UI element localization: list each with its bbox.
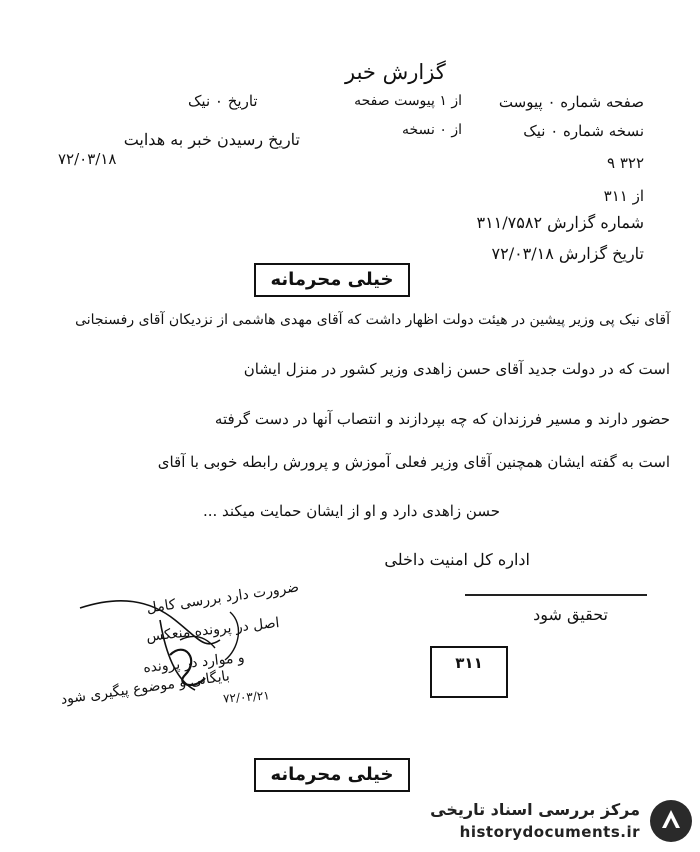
body-line-4: است به گفته ایشان همچنین آقای وزیر فعلی آموزش و پرورش رابطه خوبی با آقای (157, 453, 670, 471)
margin-note-date: ۷۲/۰۳/۲۱ (222, 688, 271, 706)
report-title: گزارش خبر (345, 60, 446, 84)
archive-org-name: مرکز بررسی اسناد تاریخی (430, 800, 640, 819)
margin-note-1: ضرورت دارد بررسی کامل (146, 579, 301, 617)
copies-count: از ۰ نسخه (401, 122, 462, 138)
received-date-label: تاریخ رسیدن خبر به هدایت (123, 130, 300, 149)
received-date-value: ۷۲/۰۳/۱۸ (58, 150, 117, 168)
margin-note-2: اصل در پرونده منعکس (145, 615, 281, 645)
classification-stamp-bottom: خیلی محرمانه (254, 758, 410, 792)
action-note: تحقیق شود (533, 605, 608, 624)
pages-count: از ۱ پیوست صفحه (354, 93, 462, 109)
reference-number-1: ۳۲۲ ۹ (606, 154, 644, 172)
body-line-1: آقای نیک پی وزیر پیشین در هیئت دولت اظهار داشت که آقای مهدی هاشمی از نزدیکان آقای رفسنجانی (75, 312, 670, 328)
copy-number: نسخه شماره ۰ نیک (523, 122, 644, 140)
number-box-value: ۳۱۱ (455, 654, 483, 672)
margin-note-3: و موارد در پرونده (142, 649, 246, 677)
margin-note-4: بایگانی و موضوع پیگیری شود (59, 668, 231, 708)
report-number: شماره گزارش ۳۱۱/۷۵۸۲ (476, 213, 644, 232)
signature-line: اداره کل امنیت داخلی (384, 550, 530, 569)
page-number: صفحه شماره ۰ پیوست (498, 93, 644, 111)
signature-rule (465, 594, 647, 596)
archive-footer (410, 790, 700, 852)
classification-stamp-top: خیلی محرمانه (254, 263, 410, 297)
report-date-field: تاریخ ۰ نیک (188, 92, 258, 110)
body-line-5: حسن زاهدی دارد و او از ایشان حمایت میکند ... (202, 502, 500, 520)
reference-number-2: از ۳۱۱ (603, 187, 644, 205)
number-box (430, 646, 508, 698)
body-line-2: است که در دولت جدید آقای حسن زاهدی وزیر کشور در منزل ایشان (243, 360, 670, 378)
body-line-3: حضور دارند و مسیر فرزندان که چه بپردازند و انتصاب آنها در دست گرفته (214, 410, 670, 428)
archive-site: historydocuments.ir (459, 823, 640, 841)
report-date: تاریخ گزارش ۷۲/۰۳/۱۸ (491, 244, 644, 263)
archive-logo-icon (648, 798, 694, 844)
